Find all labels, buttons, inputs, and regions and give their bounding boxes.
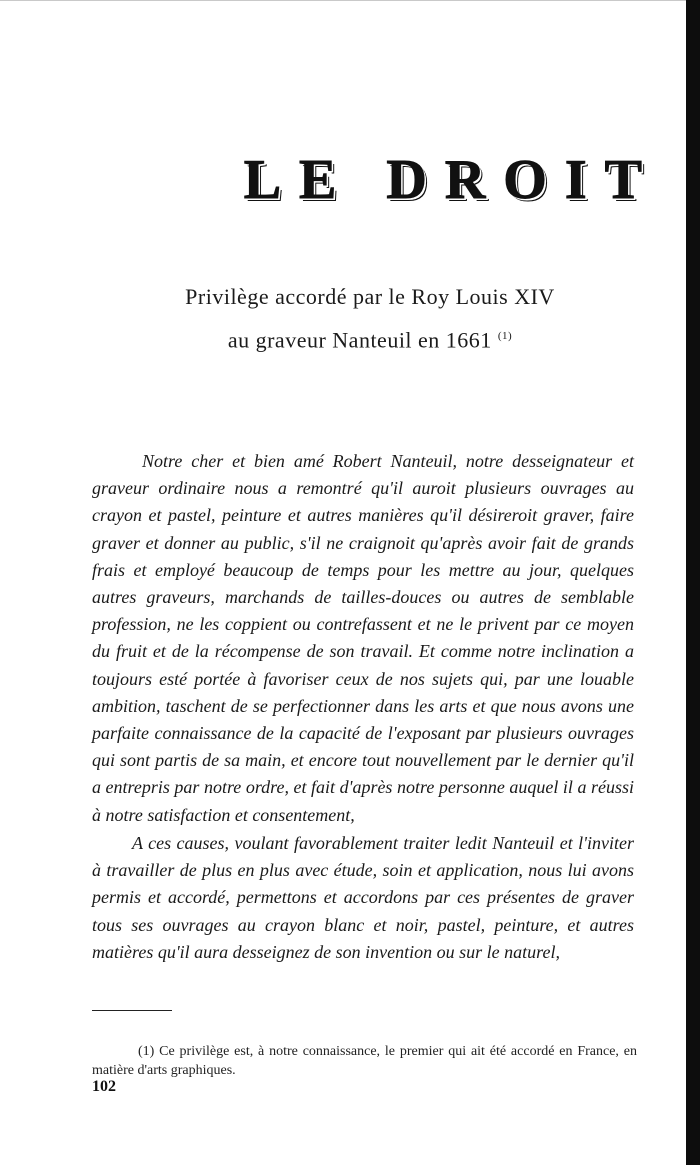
footnote-marker: (1) bbox=[497, 330, 513, 342]
chapter-title: LE DROIT bbox=[243, 149, 660, 211]
footnote: (1) Ce privilège est, à notre connaissance, le premier qui ait été accordé en France, en matière d'arts graphiques. bbox=[92, 1044, 637, 1078]
subtitle-line-2-text: au graveur Nanteuil en 1661 bbox=[227, 327, 492, 353]
body-paragraph-2: A ces causes, voulant favorablement traiter ledit Nanteuil et l'inviter à travailler de plus en plus avec étude, soin et application, nous lui avons permis et accordé, permettons et accordons par ces présentes de graver tous ses ouvrages au crayon blanc et noir, pastel, peinture, et autres matières qu'il aura desseignez de son invention ou sur le naturel, bbox=[92, 833, 634, 962]
subtitle-line-1-text: Privilège accordé par le Roy Louis XIV bbox=[185, 284, 555, 309]
footnote-rule bbox=[92, 1010, 172, 1011]
page-number: 102 bbox=[92, 1078, 116, 1095]
subtitle-line-1 bbox=[90, 282, 650, 312]
page-edge-shadow bbox=[686, 0, 700, 1165]
top-rule bbox=[0, 0, 700, 3]
body-paragraph-1: Notre cher et bien amé Robert Nanteuil, notre desseignateur et graveur ordinaire nous a remontré qu'il auroit plusieurs ouvrages au crayon et pastel, peinture et autres manières qu'il désireroit graver, faire graver et donner au public, s'il ne craignoit qu'après avoir fait de grands frais et employé beaucoup de temps pour les mettre au jour, quelques autres graveurs, marchands de tailles-douces ou autres de semblable profession, ne les coppient ou contrefassent et ne le privent par ce moyen du fruit et de la récompense de son travail. Et comme notre inclination a toujours esté portée à favoriser ceux de nos sujets qui, par une louable ambition, taschent de se perfectionner dans les arts et que nous avons une parfaite connaissance de la capacité de l'exposant par plusieurs ouvrages qui sont partis de sa main, et encore tout nouvellement par le dernier qu'il a entrepris par notre ordre, et fait d'après notre personne auquel il a réussi à notre satisfaction et consentement, bbox=[92, 451, 634, 825]
subtitle-line-2 bbox=[90, 321, 650, 355]
